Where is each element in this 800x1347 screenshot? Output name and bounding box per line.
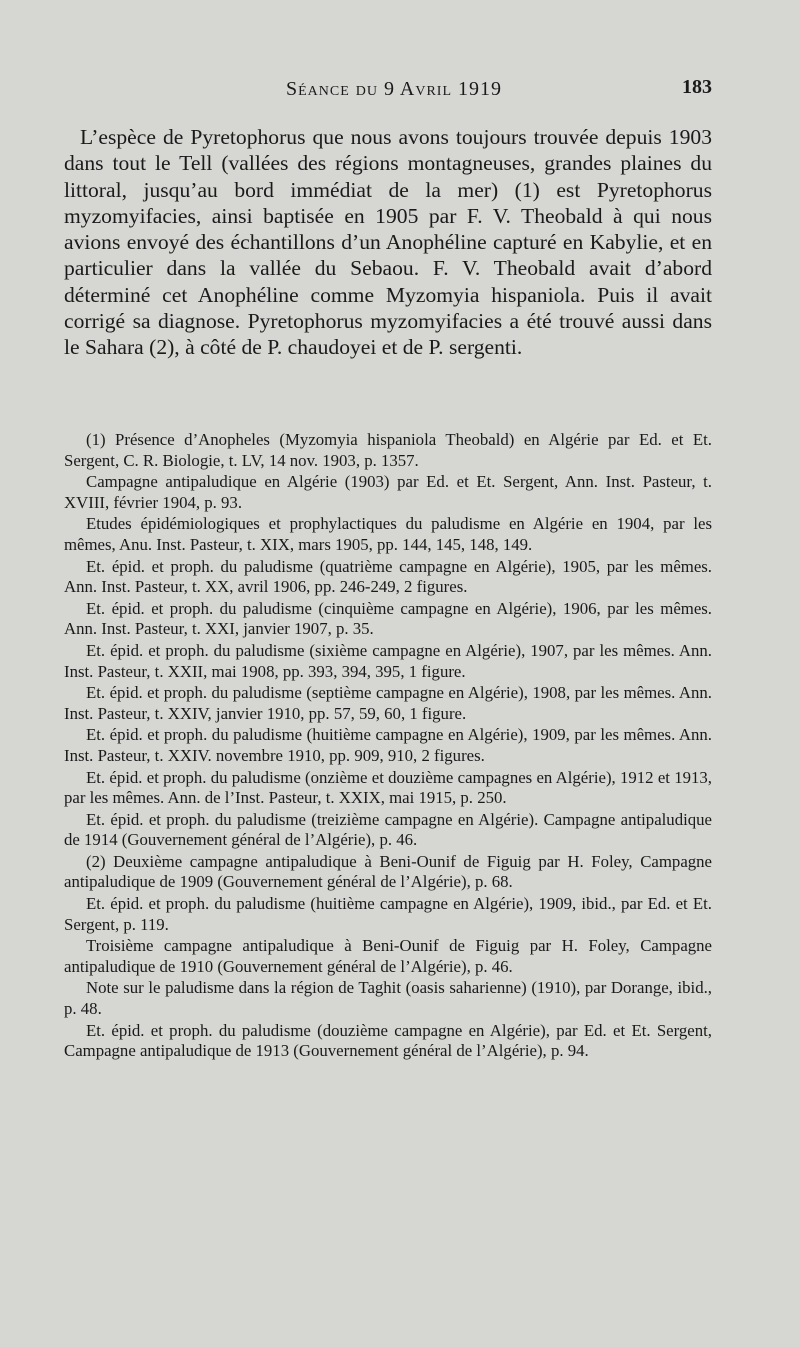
page-number: 183 (682, 76, 712, 98)
footnote-1-ref-10: Et. épid. et proph. du paludisme (treizième campagne en Algérie). Campagne antipaludique de 1914 (Gouvernement général de l’Algérie), p. 46. (64, 809, 712, 850)
footnote-1-ref-5: Et. épid. et proph. du paludisme (cinquième campagne en Algérie), 1906, par les mêmes. Ann. Inst. Pasteur, t. XXI, janvier 1907, p. 35. (64, 598, 712, 639)
footnote-1-ref-7: Et. épid. et proph. du paludisme (septième campagne en Algérie), 1908, par les mêmes. Ann. Inst. Pasteur, t. XXIV, janvier 1910, pp. 57, 59, 60, 1 figure. (64, 683, 712, 723)
footnote-1-ref-8: Et. épid. et proph. du paludisme (huitième campagne en Algérie), 1909, par les mêmes. Ann. Inst. Pasteur, t. XXIV. novembre 1910, pp. 909, 910, 2 figures. (64, 725, 712, 765)
footnote-1-ref-2: Campagne antipaludique en Algérie (1903) par Ed. et Et. Sergent, Ann. Inst. Pasteur, t. XVIII, février 1904, p. 93. (64, 472, 712, 512)
running-title: Séance du 9 Avril 1919 (286, 78, 503, 100)
footnote-2-ref-4: Note sur le paludisme dans la région de Taghit (oasis saharienne) (1910), par Dorange, ibid., p. 48. (64, 978, 712, 1019)
footnotes (64, 430, 712, 1062)
footnote-2-ref-3: Troisième campagne antipaludique à Beni-Ounif de Figuig par H. Foley, Campagne antipaludique de 1910 (Gouvernement général de l’Algérie), p. 46. (64, 936, 712, 976)
main-paragraph: L’espèce de Pyretophorus que nous avons toujours trouvée depuis 1903 dans tout le Tell (vallées des régions montagneuses, grandes plaines du littoral, jusqu’au bord immédiat de la mer) (1) est Pyretophorus myzomyifacies, ainsi baptisée en 1905 par F. V. Theobald à qui nous avions envoyé des échantillons d’un Anophéline capturé en Kabylie, et en particulier dans la vallée du Sebaou. F. V. Theobald avait d’abord déterminé cet Anophéline comme Myzomyia hispaniola. Puis il avait corrigé sa diagnose. Pyretophorus myzomyifacies a été trouvé aussi dans le Sahara (2), à côté de P. chaudoyei et de P. sergenti. (64, 125, 712, 360)
footnote-1-ref-4: Et. épid. et proph. du paludisme (quatrième campagne en Algérie), 1905, par les mêmes. Ann. Inst. Pasteur, t. XX, avril 1906, pp. 246-249, 2 figures. (64, 556, 712, 597)
footnote-2: (2) Deuxième campagne antipaludique à Beni-Ounif de Figuig par H. Foley, Campagne antipaludique de 1909 (Gouvernement général de l’Algérie), p. 68. (64, 851, 712, 892)
footnote-2-ref-5: Et. épid. et proph. du paludisme (douzième campagne en Algérie), par Ed. et Et. Sergent, Campagne antipaludique de 1913 (Gouvernement général de l’Algérie), p. 94. (64, 1020, 712, 1061)
footnote-2-ref-2: Et. épid. et proph. du paludisme (huitième campagne en Algérie), 1909, ibid., par Ed. et Et. Sergent, p. 119. (64, 894, 712, 934)
footnote-1-ref-6: Et. épid. et proph. du paludisme (sixième campagne en Algérie), 1907, par les mêmes. Ann. Inst. Pasteur, t. XXII, mai 1908, pp. 393, 394, 395, 1 figure. (64, 640, 712, 681)
footnote-1-ref-9: Et. épid. et proph. du paludisme (onzième et douzième campagnes en Algérie), 1912 et 1913, par les mêmes. Ann. de l’Inst. Pasteur, t. XXIX, mai 1915, p. 250. (64, 767, 712, 808)
footnote-1-ref-3: Etudes épidémiologiques et prophylactiques du paludisme en Algérie en 1904, par les mêmes, Anu. Inst. Pasteur, t. XIX, mars 1905, pp. 144, 145, 148, 149. (64, 514, 712, 554)
page-header (64, 78, 712, 104)
footnote-1: (1) Présence d’Anopheles (Myzomyia hispaniola Theobald) en Algérie par Ed. et Et. Sergent, C. R. Biologie, t. LV, 14 nov. 1903, p. 1357. (64, 430, 712, 470)
